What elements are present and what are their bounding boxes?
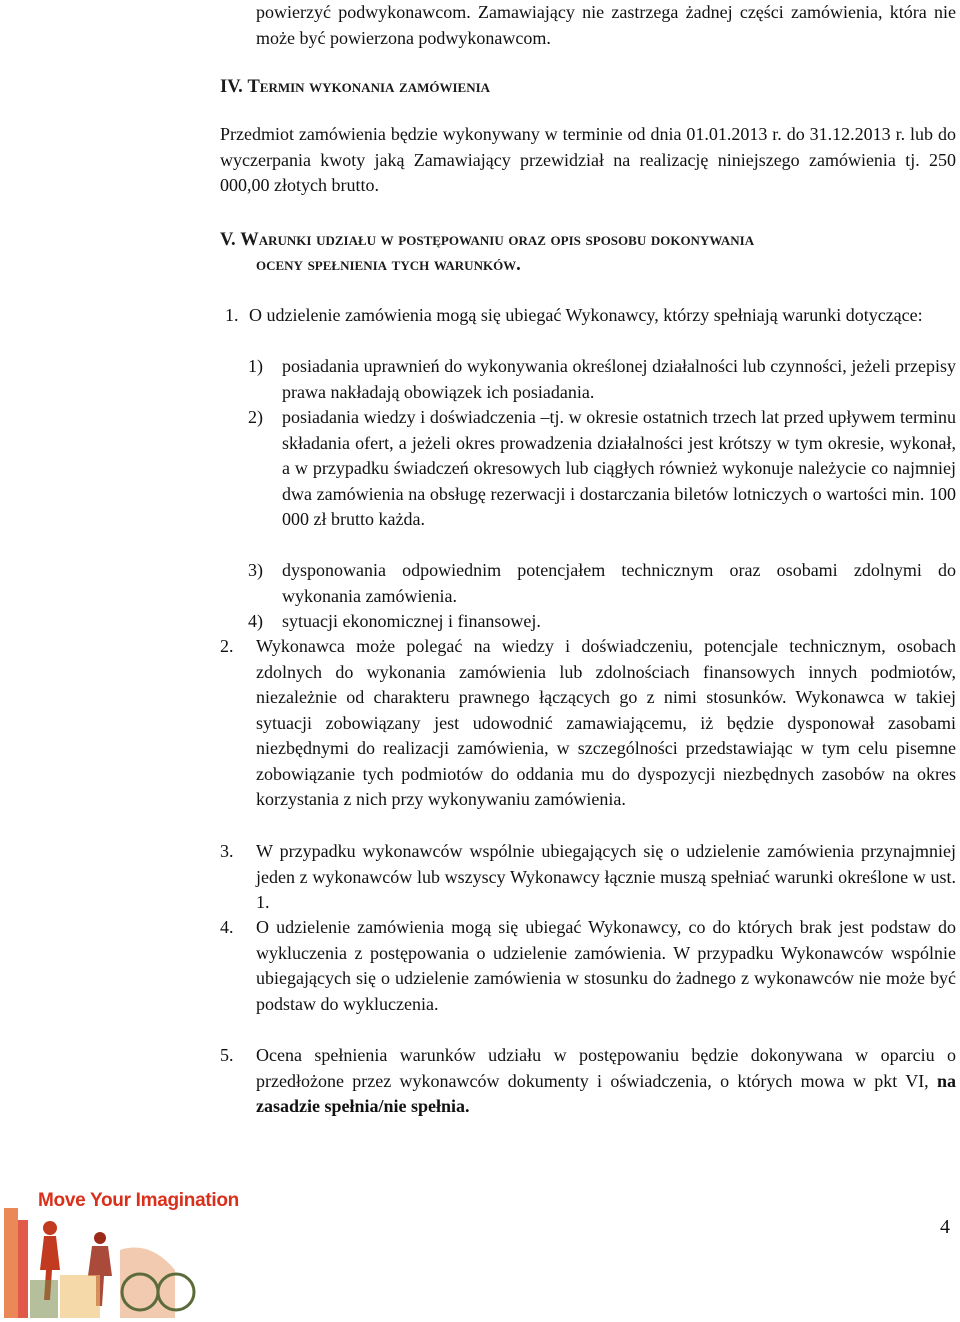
item-5-text-bold: na zasadzie spełnia/nie spełnia. bbox=[256, 1070, 956, 1116]
subitem-2-text: posiadania wiedzy i doświadczenia –tj. w okresie ostatnich trzech lat przed upływem terminu składania ofert, a jeżeli okres prowadzenia działalności jest krótszy w tym okresie, wykonał, a w przypadku świadczeń okresowych lub ciągłych również wykonuje należycie co najmniej dwa zamówienia na obsługę rezerwacji i dostarczania biletów lotniczych o wartości min. 100 000 zł brutto każda. bbox=[282, 407, 956, 529]
section-iv-text: Przedmiot zamówienia będzie wykonywany w terminie od dnia 01.01.2013 r. do 31.12.2013 r. lub do wyczerpania kwoty jaką Zamawiający przewidział na realizację niniejszego zamówienia tj. 250 000,00 złotych brutto. bbox=[220, 124, 956, 195]
item-3-number: 3. bbox=[220, 841, 234, 861]
item-3-text: W przypadku wykonawców wspólnie ubiegających się o udzielenie zamówienia przynajmniej jeden z wykonawców lub wszyscy Wykonawcy łącznie muszą spełniać warunki określone w ust. 1. bbox=[256, 841, 956, 912]
section-iv-number: IV. bbox=[220, 77, 243, 97]
logo-text: Move Your Imagination bbox=[38, 1190, 239, 1211]
page-number: 4 bbox=[940, 1216, 950, 1238]
section-v-title-line1: Warunki udziału w postępowaniu oraz opis sposobu dokonywania bbox=[240, 230, 755, 250]
item-5-number: 5. bbox=[220, 1045, 234, 1065]
subitem-3-number: 3) bbox=[248, 560, 263, 580]
subitem-3-text: dysponowania odpowiednim potencjałem technicznym oraz osobami zdolnymi do wykonania zamówienia. bbox=[282, 560, 956, 606]
subitem-1-number: 1) bbox=[248, 356, 263, 376]
subitem-2-number: 2) bbox=[248, 407, 263, 427]
item-5-text bbox=[256, 1043, 956, 1120]
section-v-heading bbox=[220, 228, 960, 252]
section-iv-title: Termin wykonania zamówienia bbox=[247, 77, 491, 97]
item-2-number: 2. bbox=[220, 636, 234, 656]
subitem-4-number: 4) bbox=[248, 611, 263, 631]
item-1-number: 1. bbox=[225, 305, 239, 325]
intro-paragraph: powierzyć podwykonawcom. Zamawiający nie zastrzega żadnej części zamówienia, która nie może być powierzona podwykonawcom. bbox=[256, 2, 956, 48]
item-4-number: 4. bbox=[220, 917, 234, 937]
item-2-text: Wykonawca może polegać na wiedzy i doświadczeniu, potencjale technicznym, osobach zdolnych do wykonania zamówienia lub zdolnościach finansowych innych podmiotów, niezależnie od charakteru prawnego łączących go z nimi stosunków. Wykonawca w takiej sytuacji zobowiązany jest udowodnić zamawiającemu, iż będzie dysponował zasobami niezbędnymi do realizacji zamówienia, w szczególności przedstawiając w tym celu pisemne zobowiązanie tych podmiotów do oddania mu do dyspozycji niezbędnych zasobów na okres korzystania z nich przy wykonywaniu zamówienia. bbox=[256, 636, 956, 809]
item-4-text: O udzielenie zamówienia mogą się ubiegać Wykonawcy, co do których brak jest podstaw do wykluczenia z postępowania o udzielenie zamówienia. W przypadku Wykonawców wspólnie ubiegających się o udzielenie zamówienia w stosunku do żadnego z wykonawców nie może być podstaw do wykluczenia. bbox=[256, 917, 956, 1014]
subitem-4-text: sytuacji ekonomicznej i finansowej. bbox=[282, 611, 541, 631]
item-1-text: O udzielenie zamówienia mogą się ubiegać Wykonawcy, którzy spełniają warunki dotyczące: bbox=[249, 305, 923, 325]
section-v-title-line2: oceny spełnienia tych warunków. bbox=[256, 255, 521, 275]
section-v-number: V. bbox=[220, 230, 236, 250]
item-5-text-regular: Ocena spełnienia warunków udziału w postępowaniu będzie dokonywana w oparciu o przedłożone przez wykonawców dokumenty i oświadczenia, o których mowa w pkt VI, bbox=[256, 1045, 956, 1091]
section-iv-heading bbox=[220, 75, 920, 99]
subitem-1-text: posiadania uprawnień do wykonywania określonej działalności lub czynności, jeżeli przepisy prawa nakładają obowiązek ich posiadania. bbox=[282, 356, 956, 402]
